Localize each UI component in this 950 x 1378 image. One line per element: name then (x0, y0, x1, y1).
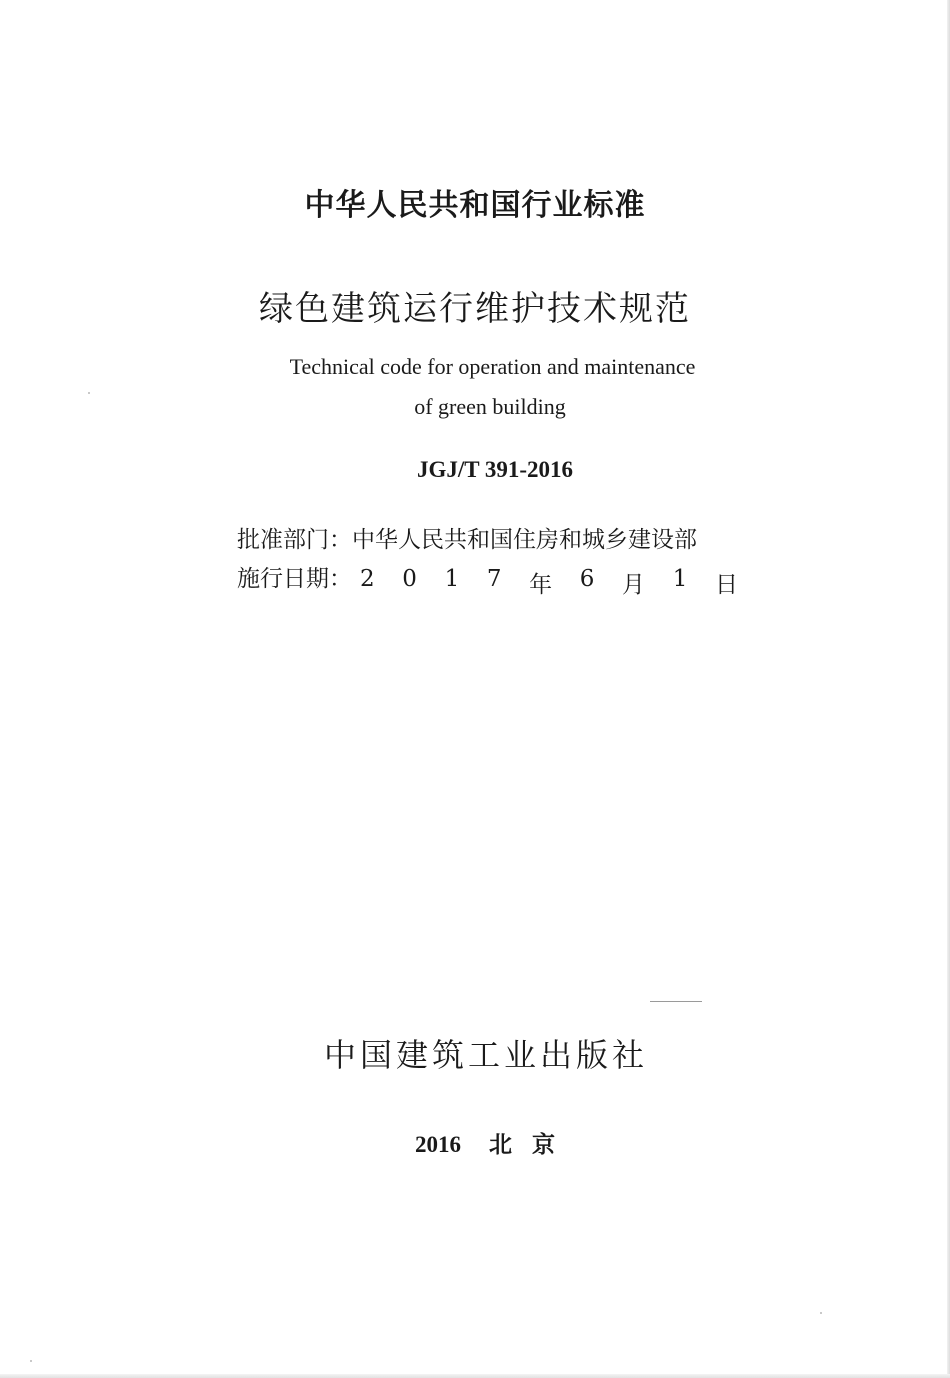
effective-date-value (352, 566, 738, 599)
title-english-line2: of green building (414, 394, 566, 419)
date-part: 0 (402, 566, 417, 592)
title-chinese: 绿色建筑运行维护技术规范 (259, 289, 691, 329)
page-edge-bottom (0, 1374, 950, 1378)
approval-department-row (237, 521, 757, 554)
publication-city-char: 北 (489, 1131, 512, 1158)
date-part: 7 (486, 566, 502, 592)
date-part: 1 (672, 566, 688, 592)
scan-artifact-line (650, 1001, 702, 1002)
scan-artifact-dot (820, 1312, 822, 1314)
scan-artifact-dot (88, 392, 90, 394)
date-part: 1 (444, 566, 460, 592)
approval-value: 中华人民共和国住房和城乡建设部 (352, 527, 697, 553)
standard-type-heading: 中华人民共和国行业标准 (304, 188, 646, 223)
approval-label: 批准部门： (237, 527, 352, 553)
scan-artifact-dot (30, 1360, 32, 1362)
date-part: 2 (360, 566, 375, 592)
date-part: 月 (622, 572, 646, 598)
publication-year: 2016 (415, 1132, 461, 1157)
title-english-line1: Technical code for operation and maintenance (289, 354, 696, 379)
publication-city-char: 京 (532, 1131, 555, 1158)
standard-code: JGJ/T 391-2016 (416, 457, 574, 482)
effective-label: 施行日期： (237, 566, 352, 592)
date-part: 6 (579, 566, 595, 592)
publication-place-year (0, 1126, 950, 1159)
effective-date-row (237, 560, 757, 599)
publisher-name: 中国建筑工业出版社 (323, 1036, 648, 1074)
date-part: 日 (714, 572, 738, 598)
date-part: 年 (529, 572, 553, 598)
